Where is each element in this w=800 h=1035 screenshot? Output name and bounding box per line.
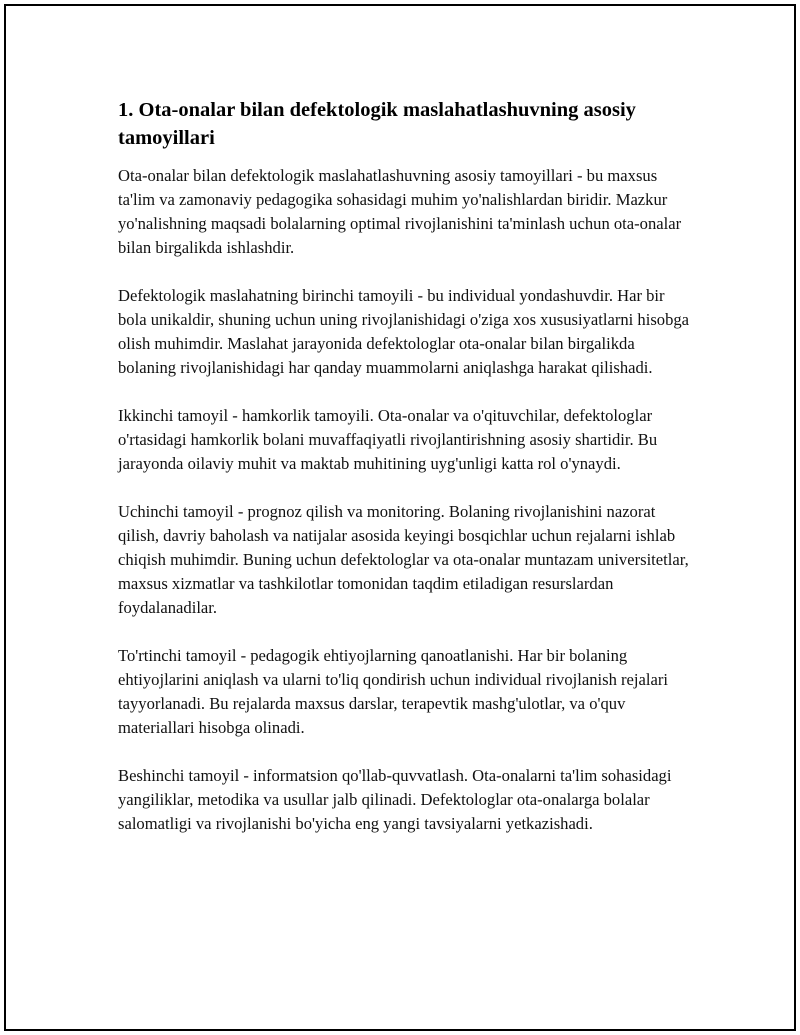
page-frame (4, 4, 796, 1031)
paragraph-fifth-principle: Beshinchi tamoyil - informatsion qo'llab-quvvatlash. Ota-onalarni ta'lim sohasidagi yangiliklar, metodika va usullar jalb qilinadi. Defektologlar ota-onalarga bolalar salomatligi va rivojlanishi bo'yicha eng yangi tavsiyalarni yetkazishadi. (118, 766, 672, 833)
paragraph-second-principle: Ikkinchi tamoyil - hamkorlik tamoyili. Ota-onalar va o'qituvchilar, defektologlar o'rtasidagi hamkorlik bolani muvaffaqiyatli rivojlantirishning asosiy shartidir. Bu jarayonda oilaviy muhit va maktab muhitining uyg'unligi katta rol o'ynaydi. (118, 406, 658, 473)
paragraph-fourth-principle: To'rtinchi tamoyil - pedagogik ehtiyojlarning qanoatlanishi. Har bir bolaning ehtiyojlarini aniqlash va ularni to'liq qondirish uchun individual rivojlanish rejalari tayyorlanadi. Bu rejalarda maxsus darslar, terapevtik mashg'ulotlar, va o'quv materiallari hisobga olinadi. (118, 646, 669, 737)
section-heading: 1. Ota-onalar bilan defektologik maslahatlashuvning asosiy tamoyillari (118, 99, 636, 149)
document-body (118, 96, 690, 860)
paragraph-third-principle: Uchinchi tamoyil - prognoz qilish va monitoring. Bolaning rivojlanishini nazorat qilish, davriy baholash va natijalar asosida keyingi bosqichlar uchun rejalarni ishlab chiqish muhimdir. Buning uchun defektologlar va ota-onalar muntazam universitetlar, maxsus xizmatlar va tashkilotlar tomonidan taqdim etiladigan resurslardan foydalanadilar. (118, 502, 689, 617)
paragraph-intro: Ota-onalar bilan defektologik maslahatlashuvning asosiy tamoyillari - bu maxsus ta'lim va zamonaviy pedagogika sohasidagi muhim yo'nalishlardan biridir. Mazkur yo'nalishning maqsadi bolalarning optimal rivojlanishini ta'minlash uchun ota-onalar bilan birgalikda ishlashdir. (118, 166, 682, 257)
paragraph-first-principle: Defektologik maslahatning birinchi tamoyili - bu individual yondashuvdir. Har bir bola unikaldir, shuning uchun uning rivojlanishidagi o'ziga xos xususiyatlarni hisobga olish muhimdir. Maslahat jarayonida defektologlar ota-onalar bilan birgalikda bolaning rivojlanishidagi har qanday muammolarni aniqlashga harakat qilishadi. (118, 286, 690, 377)
